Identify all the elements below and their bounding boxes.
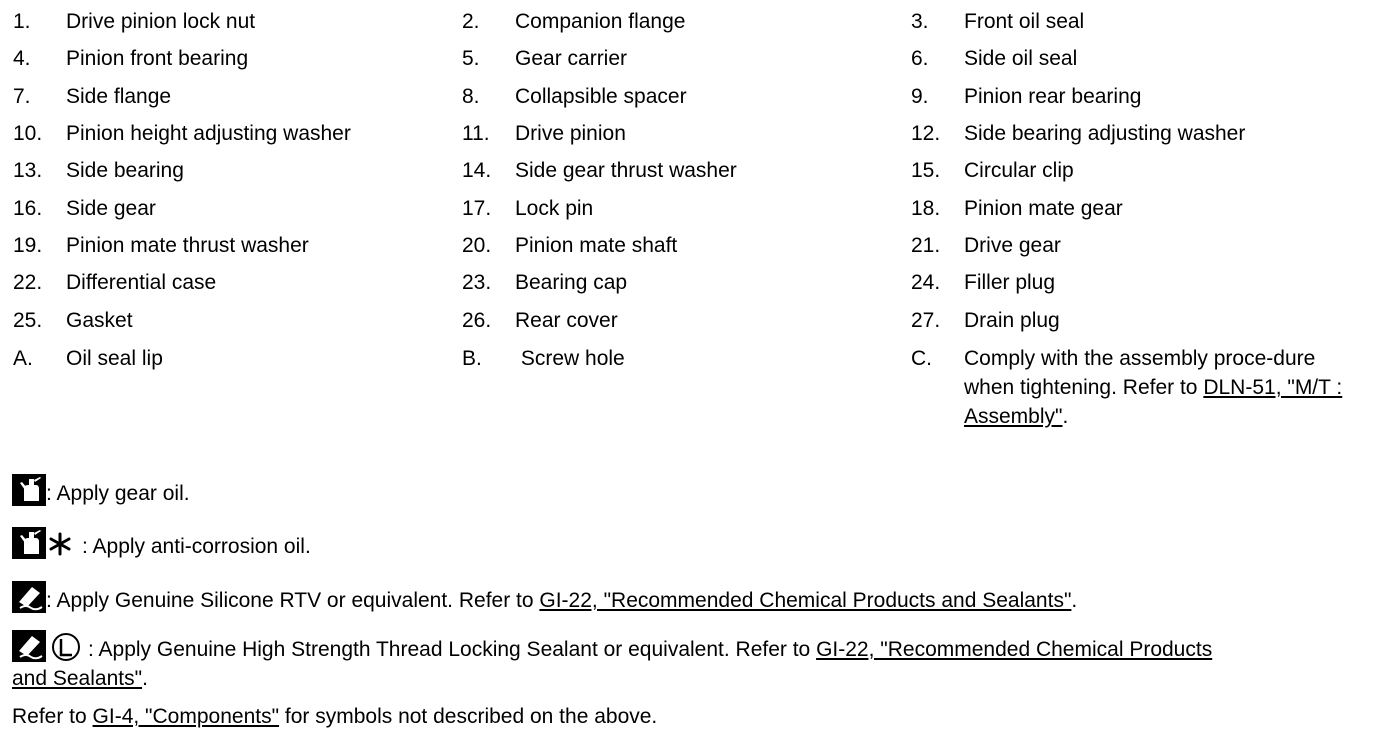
item-number: 25. xyxy=(13,309,43,332)
item-label: Pinion mate thrust washer xyxy=(66,234,309,257)
gi-22-link[interactable]: GI-22, "Recommended Chemical Products and Sealants" xyxy=(539,589,1072,613)
oil-can-asterisk-icon xyxy=(12,527,82,568)
item-number: 5. xyxy=(462,47,480,70)
item-number: 10. xyxy=(13,122,43,145)
dln-51-link[interactable]: DLN-51, "M/T : Assembly" xyxy=(964,376,1343,428)
symbol-thread-lock-row xyxy=(12,630,1212,671)
item-label: Bearing cap xyxy=(515,271,628,294)
item-label: Side bearing xyxy=(66,159,184,182)
symbol-silicone-text xyxy=(46,589,1077,612)
item-number: 4. xyxy=(13,47,31,70)
symbol-thread-lock-text xyxy=(88,638,1212,661)
item-label: Companion flange xyxy=(515,10,686,33)
item-label: Differential case xyxy=(66,271,217,294)
item-number: B. xyxy=(462,347,482,370)
item-label: Collapsible spacer xyxy=(515,85,687,108)
item-number: 2. xyxy=(462,10,480,33)
item-label: Pinion rear bearing xyxy=(964,85,1142,108)
item-number: 8. xyxy=(462,85,480,108)
thread-lock-continuation xyxy=(12,664,148,694)
item-number: 11. xyxy=(462,122,490,145)
item-label: Drive pinion lock nut xyxy=(66,10,256,33)
refer-text: Refer to xyxy=(12,705,93,728)
item-number: 24. xyxy=(911,271,941,294)
item-number: 19. xyxy=(13,234,43,257)
item-label xyxy=(964,344,1354,431)
refer-note xyxy=(12,702,657,732)
item-label: Oil seal lip xyxy=(66,347,163,370)
item-label: Screw hole xyxy=(515,347,625,370)
refer-text-after: for symbols not described on the above. xyxy=(279,705,658,728)
item-number: 7. xyxy=(13,85,31,108)
item-number: 27. xyxy=(911,309,941,332)
item-number: A. xyxy=(13,347,33,370)
item-number: 9. xyxy=(911,85,929,108)
item-number: C. xyxy=(911,347,932,370)
item-label: Lock pin xyxy=(515,197,594,220)
thread-lock-period: . xyxy=(142,667,148,690)
item-label: Drain plug xyxy=(964,309,1060,332)
item-number: 18. xyxy=(911,197,941,220)
gi-22-link-line1[interactable]: GI-22, "Recommended Chemical Products xyxy=(816,638,1213,662)
item-number: 22. xyxy=(13,271,43,294)
item-label: Circular clip xyxy=(964,159,1074,182)
item-label: Side gear xyxy=(66,197,156,220)
item-c-period: . xyxy=(1062,405,1069,428)
item-number: 26. xyxy=(462,309,492,332)
gi-4-link[interactable]: GI-4, "Components" xyxy=(92,705,280,728)
item-label: Drive pinion xyxy=(515,122,626,145)
item-label: Pinion height adjusting washer xyxy=(66,122,351,145)
thread-lock-text: : Apply Genuine High Strength Thread Locking Sealant or equivalent. Refer to xyxy=(88,638,817,662)
item-number: 21. xyxy=(911,234,941,257)
symbol-gear-oil-text: : Apply gear oil. xyxy=(46,482,190,506)
item-number: 17. xyxy=(462,197,492,220)
item-label: Gasket xyxy=(66,309,133,332)
item-c-text: Comply with the assembly proce-dure when tightening. Refer to xyxy=(964,347,1316,399)
item-label: Side flange xyxy=(66,85,172,108)
item-label: Pinion mate shaft xyxy=(515,234,678,257)
item-label: Pinion mate gear xyxy=(964,197,1123,220)
gi-22-link-line2[interactable]: and Sealants" xyxy=(12,667,143,690)
item-label: Gear carrier xyxy=(515,47,628,70)
item-label: Filler plug xyxy=(964,271,1056,294)
item-label: Side bearing adjusting washer xyxy=(964,122,1246,145)
item-number: 1. xyxy=(13,10,31,33)
item-number: 20. xyxy=(462,234,492,257)
item-number: 3. xyxy=(911,10,929,33)
item-number: 15. xyxy=(911,159,941,182)
item-number: 12. xyxy=(911,122,941,145)
symbol-anti-corrosion-text: : Apply anti-corrosion oil. xyxy=(82,535,311,559)
item-number: 23. xyxy=(462,271,492,294)
item-number: 16. xyxy=(13,197,43,220)
item-number: 13. xyxy=(13,159,43,182)
item-label: Front oil seal xyxy=(964,10,1085,33)
item-label: Pinion front bearing xyxy=(66,47,249,70)
item-label: Drive gear xyxy=(964,234,1061,257)
sealant-tube-icon xyxy=(12,581,46,622)
symbol-silicone-row xyxy=(12,581,1077,622)
silicone-period: . xyxy=(1071,589,1078,613)
item-number: 6. xyxy=(911,47,929,70)
item-label: Side gear thrust washer xyxy=(515,159,737,182)
symbol-gear-oil-row xyxy=(12,474,190,515)
symbol-anti-corrosion-row xyxy=(12,527,311,568)
item-label: Rear cover xyxy=(515,309,618,332)
silicone-text: : Apply Genuine Silicone RTV or equivalent. Refer to xyxy=(46,589,540,613)
oil-can-icon xyxy=(12,474,46,515)
item-number: 14. xyxy=(462,159,492,182)
item-label: Side oil seal xyxy=(964,47,1078,70)
